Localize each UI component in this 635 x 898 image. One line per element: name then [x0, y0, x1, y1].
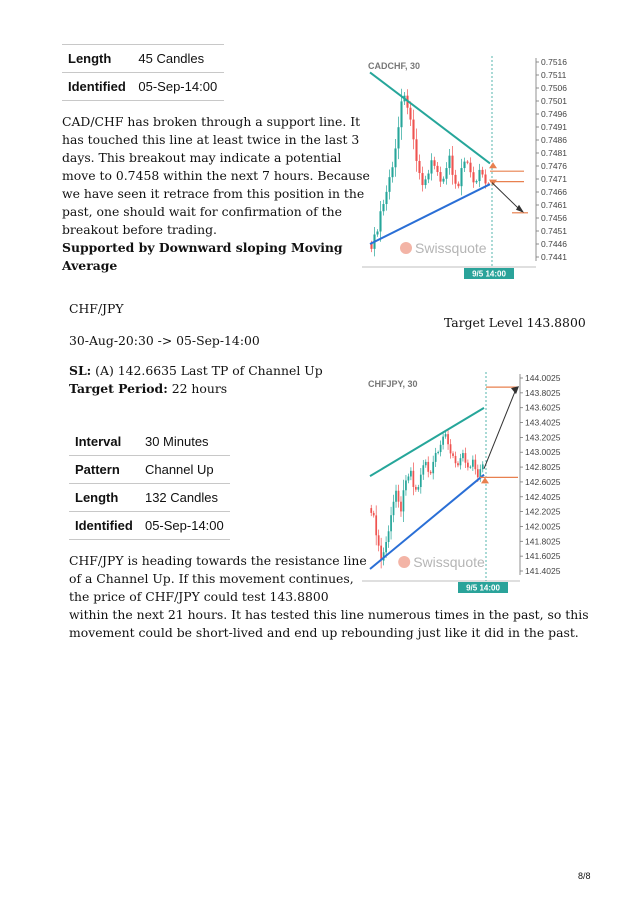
y-tick-label: 142.8025: [525, 462, 561, 473]
candle: [427, 462, 429, 472]
candle: [437, 452, 439, 453]
candle: [388, 177, 390, 192]
candle: [388, 531, 390, 542]
text-line: movement could be short-lived and end up rebounding just like it did in the past.: [69, 625, 579, 640]
y-tick-label: 143.6025: [525, 402, 561, 413]
candle: [421, 173, 423, 185]
support-line: [370, 184, 490, 244]
arrow-head-icon: [516, 205, 524, 213]
candle: [378, 535, 380, 545]
resistance-line: [370, 408, 484, 476]
table-row: [69, 428, 230, 456]
candle: [472, 172, 474, 182]
y-tick-label: 0.7486: [541, 135, 567, 145]
y-tick-label: 142.2025: [525, 506, 561, 517]
candle: [412, 120, 414, 140]
y-tick-label: 0.7481: [541, 148, 567, 158]
table-key: Interval: [69, 428, 139, 456]
table-row: [69, 456, 230, 484]
y-tick-label: 0.7496: [541, 109, 567, 119]
y-tick-label: 0.7441: [541, 252, 567, 262]
pattern-table-chfjpy: [69, 428, 230, 540]
candle: [410, 471, 412, 477]
candle: [408, 476, 410, 480]
candle: [442, 179, 444, 182]
table-key: Length: [69, 484, 139, 512]
text-line: CHF/JPY is heading towards the resistance line: [69, 553, 367, 568]
candle: [430, 160, 432, 173]
table-row: [69, 484, 230, 512]
table-row: [62, 45, 224, 73]
pair-title: CHF/JPY: [69, 301, 124, 316]
candle: [450, 444, 452, 453]
candle: [375, 515, 377, 535]
projection-arrow: [484, 389, 516, 469]
y-tick-label: 0.7456: [541, 213, 567, 223]
candle: [457, 463, 459, 465]
y-tick-label: 143.0025: [525, 447, 561, 458]
candle: [385, 192, 387, 204]
text-line: within the next 21 hours. It has tested this line numerous times in the past, so this: [69, 607, 589, 622]
candle: [395, 491, 397, 502]
candle: [481, 170, 483, 175]
candle: [409, 108, 411, 120]
y-tick-label: 0.7506: [541, 83, 567, 93]
text-line: has touched this line at least twice in the last 3: [62, 132, 360, 147]
table-value: 05-Sep-14:00: [132, 73, 224, 101]
candle: [394, 148, 396, 167]
table-row: [69, 512, 230, 540]
table-value: 132 Candles: [139, 484, 230, 512]
y-tick-label: 142.4025: [525, 491, 561, 502]
candle: [484, 174, 486, 183]
candle: [382, 204, 384, 211]
period-range: 30-Aug-20:30 -> 05-Sep-14:00: [69, 333, 260, 348]
time-label: 9/5 14:00: [466, 583, 500, 593]
target-period-value: 22 hours: [167, 381, 228, 396]
candle: [373, 513, 375, 515]
candle: [466, 162, 468, 163]
candle: [460, 168, 462, 186]
y-tick-label: 0.7491: [541, 122, 567, 132]
text-line: past, one should wait for confirmation of the: [62, 204, 342, 219]
table-row: [62, 73, 224, 101]
candle: [398, 491, 400, 502]
candle: [462, 453, 464, 458]
candle: [420, 475, 422, 487]
table-value: Channel Up: [139, 456, 230, 484]
y-tick-label: 144.0025: [525, 373, 561, 383]
target-period-label: Target Period:: [69, 381, 168, 396]
y-tick-label: 141.8025: [525, 536, 561, 547]
stop-loss-value: (A) 142.6635 Last TP of Channel Up: [91, 363, 323, 378]
chart-title: CADCHF, 30: [368, 61, 421, 71]
candle: [425, 462, 427, 465]
candle: [400, 502, 402, 512]
candle: [467, 463, 469, 468]
candle: [433, 160, 435, 166]
table-value: 45 Candles: [132, 45, 224, 73]
y-tick-label: 0.7451: [541, 226, 567, 236]
y-tick-label: 0.7501: [541, 96, 567, 106]
y-tick-label: 141.4025: [525, 566, 561, 576]
candle: [472, 460, 474, 467]
table-value: 05-Sep-14:00: [139, 512, 230, 540]
y-tick-label: 0.7466: [541, 187, 567, 197]
page-number: 8/8: [578, 871, 591, 881]
candle: [436, 166, 438, 172]
candle: [403, 490, 405, 511]
swissquote-logo-icon: [400, 242, 412, 254]
candle: [415, 139, 417, 161]
candle: [455, 456, 457, 463]
candle: [478, 170, 480, 181]
text-line: of a Channel Up. If this movement continues,: [69, 571, 354, 586]
y-tick-label: 143.4025: [525, 417, 561, 428]
candle: [435, 453, 437, 462]
supported-line: Average: [62, 258, 118, 273]
candle: [424, 179, 426, 185]
target-period: [69, 380, 227, 398]
table-key: Identified: [62, 73, 132, 101]
candle: [482, 464, 484, 469]
y-tick-label: 0.7511: [541, 70, 567, 80]
cadchf-chart: [362, 50, 572, 279]
candle: [457, 184, 459, 186]
candle: [400, 101, 402, 127]
stop-loss-label: SL:: [69, 363, 92, 378]
candle: [397, 127, 399, 148]
candle: [475, 181, 477, 182]
y-tick-label: 143.8025: [525, 387, 561, 398]
text-line: we have seen it retrace from this position in the: [62, 186, 365, 201]
table-key: Length: [62, 45, 132, 73]
candle: [445, 168, 447, 179]
watermark: Swissquote: [415, 240, 487, 256]
level-up-marker-icon: [481, 477, 489, 483]
candle: [477, 469, 479, 477]
stop-loss: [69, 362, 323, 380]
chart-title: CHFJPY, 30: [368, 379, 418, 389]
supported-line: Supported by Downward sloping Moving: [62, 240, 343, 255]
text-line: days. This breakout may indicate a potential: [62, 150, 342, 165]
candle: [385, 542, 387, 552]
candle: [451, 156, 453, 175]
candle: [390, 515, 392, 531]
y-tick-label: 0.7471: [541, 174, 567, 184]
candle: [454, 175, 456, 184]
y-tick-label: 143.2025: [525, 432, 561, 443]
candle: [370, 508, 372, 513]
pattern-table-cadchf: [62, 44, 224, 101]
candle: [460, 458, 462, 465]
candle: [391, 167, 393, 177]
candle: [432, 462, 434, 473]
text-line: the price of CHF/JPY could test 143.8800: [69, 589, 329, 604]
candle: [465, 453, 467, 463]
candle: [470, 467, 472, 468]
time-label: 9/5 14:00: [472, 269, 506, 279]
candle: [405, 480, 407, 490]
table-value: 30 Minutes: [139, 428, 230, 456]
target-level: Target Level 143.8800: [444, 315, 586, 330]
candle: [452, 453, 454, 456]
candle: [376, 232, 378, 235]
y-tick-label: 0.7446: [541, 239, 567, 249]
candle: [440, 445, 442, 452]
y-tick-label: 0.7516: [541, 57, 567, 67]
candle: [463, 162, 465, 168]
text-line: breakout before trading.: [62, 222, 217, 237]
chfjpy-description: [69, 552, 589, 642]
candle: [413, 471, 415, 487]
candle: [379, 211, 381, 231]
candle: [474, 460, 476, 470]
table-key: Pattern: [69, 456, 139, 484]
y-tick-label: 141.6025: [525, 551, 561, 562]
candle: [430, 472, 432, 473]
text-line: move to 0.7458 within the next 7 hours. Because: [62, 168, 370, 183]
y-tick-label: 142.6025: [525, 476, 561, 487]
candle: [417, 487, 419, 490]
candle: [445, 434, 447, 436]
candle: [427, 174, 429, 180]
y-tick-label: 0.7476: [541, 161, 567, 171]
resistance-line: [370, 72, 490, 163]
y-tick-label: 0.7461: [541, 200, 567, 210]
candle: [422, 465, 424, 474]
y-tick-label: 142.0025: [525, 521, 561, 532]
candle: [448, 156, 450, 168]
candle: [439, 172, 441, 182]
candle: [447, 434, 449, 444]
candle: [415, 487, 417, 490]
candle: [418, 161, 420, 173]
watermark: Swissquote: [413, 554, 485, 570]
table-key: Identified: [69, 512, 139, 540]
candle: [393, 502, 395, 515]
candle: [442, 437, 444, 445]
text-line: CAD/CHF has broken through a support line. It: [62, 114, 361, 129]
cadchf-description: [62, 113, 370, 275]
candle: [469, 163, 471, 173]
